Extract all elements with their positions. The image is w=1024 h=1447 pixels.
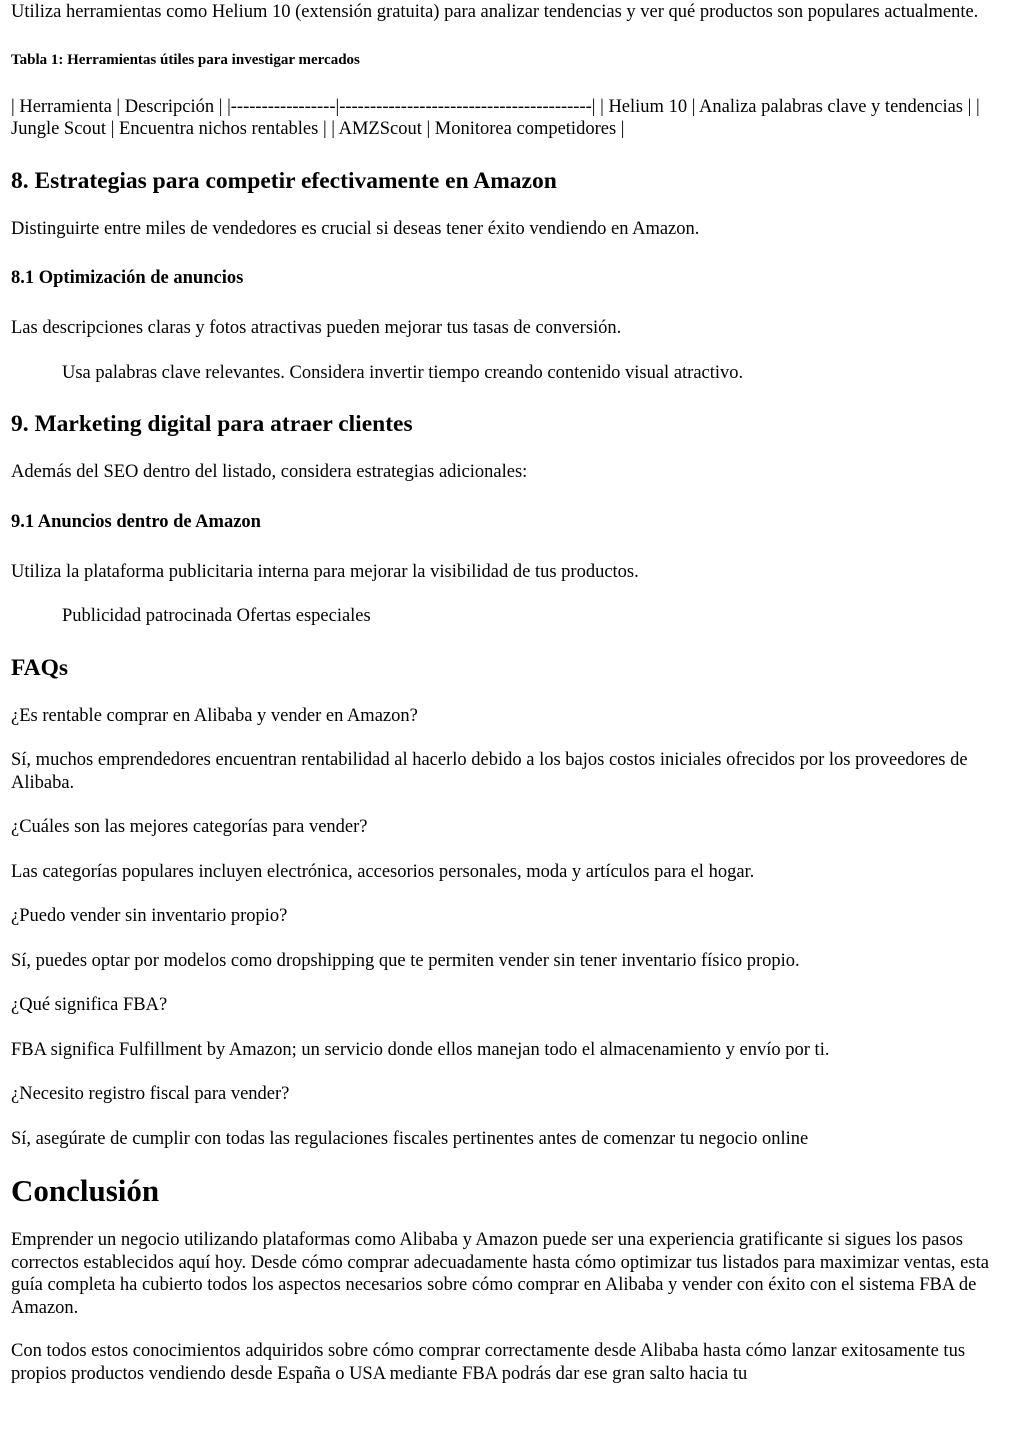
section-9-heading: 9. Marketing digital para atraer clientes <box>11 411 413 437</box>
document-page <box>0 1 1024 1385</box>
faq-question: ¿Necesito registro fiscal para vender? <box>11 1084 290 1104</box>
table-raw-markdown: | Herramienta | Descripción | |-----------------|-----------------------------------------| | Helium 10 | Analiza palabras clave y tendencias | | Jungle Scout | Encuentra nichos rentables | | AMZScout | Monitorea competidores | <box>11 96 980 139</box>
faqs-heading: FAQs <box>11 654 69 681</box>
section-9-1-indented: Publicidad patrocinada Ofertas especiales <box>62 606 371 626</box>
section-9-1-paragraph: Utiliza la plataforma publicitaria interna para mejorar la visibilidad de tus productos. <box>11 561 639 582</box>
section-8-1-heading: 8.1 Optimización de anuncios <box>11 268 244 288</box>
conclusion-paragraph-2: Con todos estos conocimientos adquiridos sobre cómo comprar correctamente desde Alibaba hasta cómo lanzar exitosamente tus propios productos vendiendo desde España o USA mediante FBA podrás dar ese gran salto hacia tu <box>11 1341 966 1384</box>
intro-paragraph: Utiliza herramientas como Helium 10 (extensión gratuita) para analizar tendencias y ver qué productos son populares actualmente. <box>11 2 979 22</box>
section-8-1-paragraph: Las descripciones claras y fotos atractivas pueden mejorar tus tasas de conversión. <box>11 318 622 338</box>
section-9-paragraph: Además del SEO dentro del listado, considera estrategias adicionales: <box>11 462 528 482</box>
faq-answer: FBA significa Fulfillment by Amazon; un servicio donde ellos manejan todo el almacenamiento y envío por ti. <box>11 1039 830 1060</box>
faq-answer: Sí, muchos emprendedores encuentran rentabilidad al hacerlo debido a los bajos costos iniciales ofrecidos por los proveedores de Alibaba. <box>11 750 968 793</box>
faq-answer: Sí, puedes optar por modelos como dropshipping que te permiten vender sin tener inventario físico propio. <box>11 950 800 971</box>
table-caption: Tabla 1: Herramientas útiles para investigar mercados <box>11 51 360 68</box>
faq-question: ¿Cuáles son las mejores categorías para vender? <box>11 817 368 837</box>
faq-question: ¿Qué significa FBA? <box>11 995 168 1015</box>
faq-question: ¿Puedo vender sin inventario propio? <box>11 906 288 926</box>
section-8-1-indented: Usa palabras clave relevantes. Considera invertir tiempo creando contenido visual atractivo. <box>62 362 744 383</box>
section-8-heading: 8. Estrategias para competir efectivamente en Amazon <box>11 167 557 194</box>
faq-answer: Las categorías populares incluyen electrónica, accesorios personales, moda y artículos para el hogar. <box>11 861 755 882</box>
conclusion-paragraph-1: Emprender un negocio utilizando plataformas como Alibaba y Amazon puede ser una experiencia gratificante si sigues los pasos correctos establecidos aquí hoy. Desde cómo comprar adecuadamente hasta cómo optimizar tus listados para maximizar ventas, esta guía completa ha cubierto todos los aspectos necesarios sobre cómo comprar en Alibaba y vender con éxito con el sistema FBA de Amazon. <box>11 1230 989 1318</box>
faq-question: ¿Es rentable comprar en Alibaba y vender en Amazon? <box>11 705 418 726</box>
section-8-paragraph: Distinguirte entre miles de vendedores es crucial si deseas tener éxito vendiendo en Amazon. <box>11 218 700 239</box>
conclusion-heading: Conclusión <box>11 1173 160 1208</box>
section-9-1-heading: 9.1 Anuncios dentro de Amazon <box>11 511 261 532</box>
faq-answer: Sí, asegúrate de cumplir con todas las regulaciones fiscales pertinentes antes de comenzar tu negocio online <box>11 1128 809 1149</box>
